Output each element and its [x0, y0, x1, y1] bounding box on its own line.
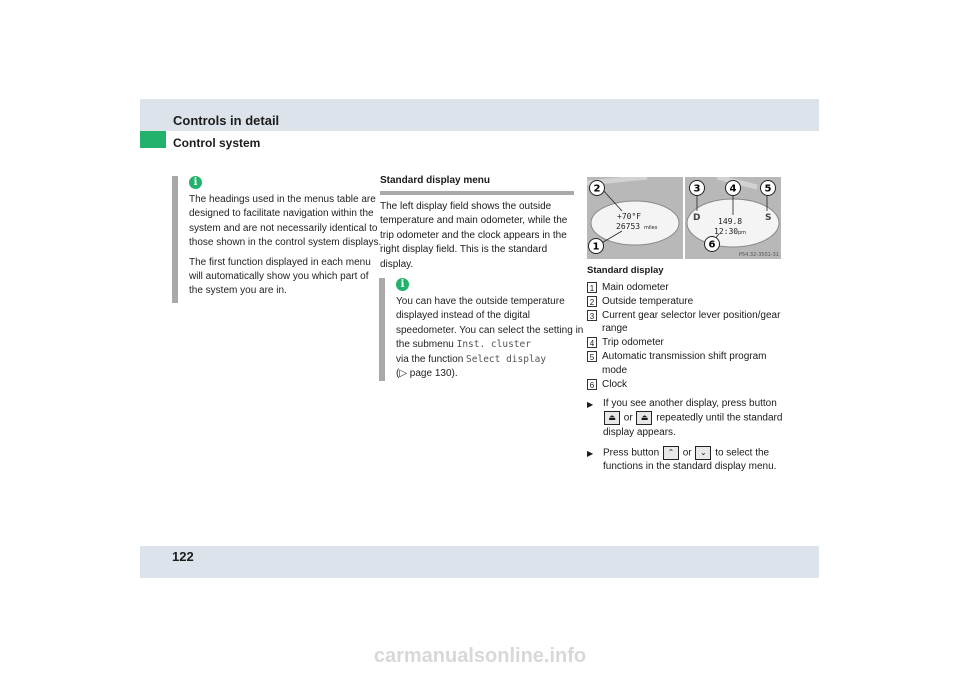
- step-text-part: If you see another display, press button: [603, 398, 777, 409]
- figure-ref-code: P54.32-3501-31: [738, 252, 779, 258]
- svg-text:3: 3: [693, 183, 701, 195]
- step-text: [603, 446, 787, 475]
- section-tab-marker: [140, 131, 166, 148]
- step-text-part: or: [623, 412, 633, 424]
- legend-number: 4: [587, 337, 597, 348]
- down-button-icon: ⌄: [695, 446, 711, 460]
- section-title: Control system: [173, 136, 261, 150]
- submenu-name: Inst. cluster: [456, 339, 531, 351]
- clock-ampm: pm: [738, 230, 747, 236]
- instruction-steps: [587, 397, 787, 480]
- figure-legend: [587, 281, 787, 391]
- note-text-part: You can have the outside temperature displayed instead of the digital speedometer. You can select the setting in the submenu: [396, 296, 584, 351]
- svg-text:6: 6: [708, 239, 716, 251]
- info-note-left: [172, 176, 384, 303]
- footer-band: [140, 546, 819, 578]
- step-text-part: Press button: [603, 447, 660, 459]
- list-item: [587, 281, 787, 295]
- display-button-icon: ⏏: [604, 411, 620, 425]
- figure-caption: Standard display: [587, 265, 664, 276]
- trip-readout: 149.8: [718, 217, 743, 226]
- svg-text:5: 5: [764, 183, 772, 195]
- note-paragraph: The headings used in the menus table are designed to facilitate navigation within the system and are not necessarily identical to those shown in the control system displays.: [189, 194, 382, 249]
- legend-text: Current gear selector lever position/gear range: [602, 309, 781, 335]
- list-item: [587, 397, 787, 440]
- standard-display-heading: Standard display menu: [380, 175, 574, 195]
- list-item: [587, 309, 787, 337]
- info-icon: i: [189, 176, 202, 189]
- info-note-middle: [379, 278, 591, 381]
- note-text: [396, 295, 591, 381]
- svg-text:1: 1: [592, 241, 600, 253]
- legend-text: Trip odometer: [602, 337, 664, 349]
- step-text-part: to select the functions in the standard display menu.: [603, 447, 777, 473]
- info-icon: i: [396, 278, 409, 291]
- callout-5: [761, 181, 776, 196]
- step-text-part: repeatedly until the standard display appears.: [603, 412, 783, 438]
- list-item: [587, 295, 787, 309]
- callout-4: [726, 181, 741, 196]
- legend-text: Clock: [602, 378, 628, 390]
- mode-indicator: S: [765, 213, 772, 223]
- up-button-icon: ⌃: [663, 446, 679, 460]
- function-name: Select display: [466, 353, 547, 365]
- svg-text:4: 4: [729, 183, 737, 195]
- note-paragraph: The first function displayed in each menu will automatically show you which part of the system you are in.: [189, 256, 371, 297]
- odometer-readout: 26753: [616, 222, 641, 231]
- step-arrow-icon: ▶: [587, 400, 594, 409]
- legend-text: Outside temperature: [602, 295, 694, 307]
- watermark: carmanualsonline.info: [373, 645, 587, 667]
- temp-readout: +70°F: [617, 212, 642, 221]
- callout-6: [705, 237, 720, 252]
- page-number: 122: [172, 549, 194, 564]
- callout-3: [690, 181, 705, 196]
- list-item: [587, 336, 787, 350]
- callout-1: [589, 239, 604, 254]
- standard-display-description: The left display field shows the outside temperature and main odometer, while the trip odometer and the clock appears in the right display field. This is the standard display.: [380, 201, 568, 270]
- list-item: [587, 378, 787, 392]
- chapter-title: Controls in detail: [173, 113, 280, 128]
- gear-indicator: D: [693, 213, 701, 223]
- legend-number: 5: [587, 351, 597, 362]
- svg-text:2: 2: [593, 183, 601, 195]
- instrument-cluster-figure: [587, 177, 781, 259]
- legend-number: 3: [587, 310, 597, 321]
- legend-text: Main odometer: [602, 282, 669, 293]
- page-reference: (▷ page 130).: [396, 368, 458, 380]
- display-button-icon: ⏏: [636, 411, 652, 425]
- legend-number: 6: [587, 379, 597, 390]
- clock-readout: 12:30: [714, 227, 739, 236]
- callout-2: [590, 181, 605, 196]
- list-item: [587, 350, 787, 378]
- step-arrow-icon: ▶: [587, 448, 594, 458]
- legend-text: Automatic transmission shift program mode: [602, 350, 767, 376]
- step-text-part: or: [682, 447, 692, 459]
- legend-number: 2: [587, 296, 597, 307]
- legend-number: 1: [587, 282, 597, 293]
- odometer-unit: miles: [644, 225, 658, 231]
- note-text-part: via the function: [396, 353, 467, 365]
- list-item: [587, 446, 787, 475]
- step-text: [603, 397, 787, 440]
